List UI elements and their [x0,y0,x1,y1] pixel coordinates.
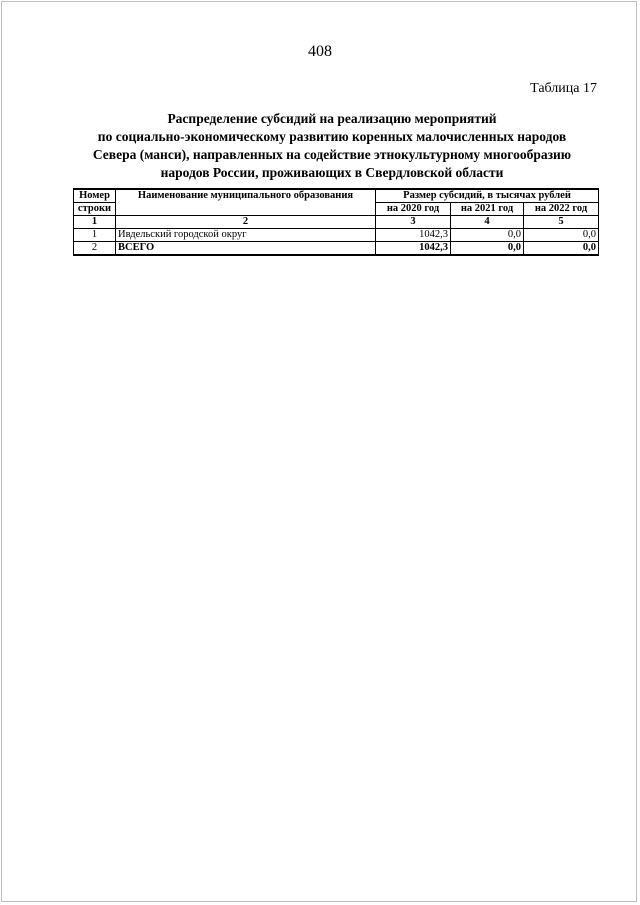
row-number: 1 [74,229,116,242]
title-line: Севера (манси), направленных на содействие этнокультурному многообразию [92,147,572,162]
value-2022: 0,0 [524,242,599,256]
column-number: 1 [74,216,116,229]
header-year-2020: на 2020 год [376,203,451,216]
header-subsidy-group: Размер субсидий, в тысячах рублей [376,189,599,203]
value-2020: 1042,3 [376,242,451,256]
column-numbers-row [74,216,599,229]
table-label: Таблица 17 [530,81,597,96]
municipality-name: ВСЕГО [116,242,376,256]
table-header-row [74,189,599,203]
column-number: 2 [116,216,376,229]
title-line: Распределение субсидий на реализацию мероприятий [167,111,497,126]
column-number: 3 [376,216,451,229]
value-2022: 0,0 [524,229,599,242]
value-2020: 1042,3 [376,229,451,242]
table-row [74,229,599,242]
value-2021: 0,0 [451,229,524,242]
header-municipality: Наименование муниципального образования [116,189,376,216]
title-line: по социально-экономическому развитию коренных малочисленных народов [97,129,567,144]
column-number: 5 [524,216,599,229]
header-year-2022: на 2022 год [524,203,599,216]
header-row-number-bottom: строки [74,203,116,216]
row-number: 2 [74,242,116,256]
page-number: 408 [308,43,332,60]
column-number: 4 [451,216,524,229]
table-total-row [74,242,599,256]
title-line: народов России, проживающих в Свердловской области [160,165,504,180]
header-year-2021: на 2021 год [451,203,524,216]
header-row-number-top: Номер [74,189,116,203]
value-2021: 0,0 [451,242,524,256]
document-title [60,110,604,182]
municipality-name: Ивдельский городской округ [116,229,376,242]
subsidy-table [73,188,599,256]
